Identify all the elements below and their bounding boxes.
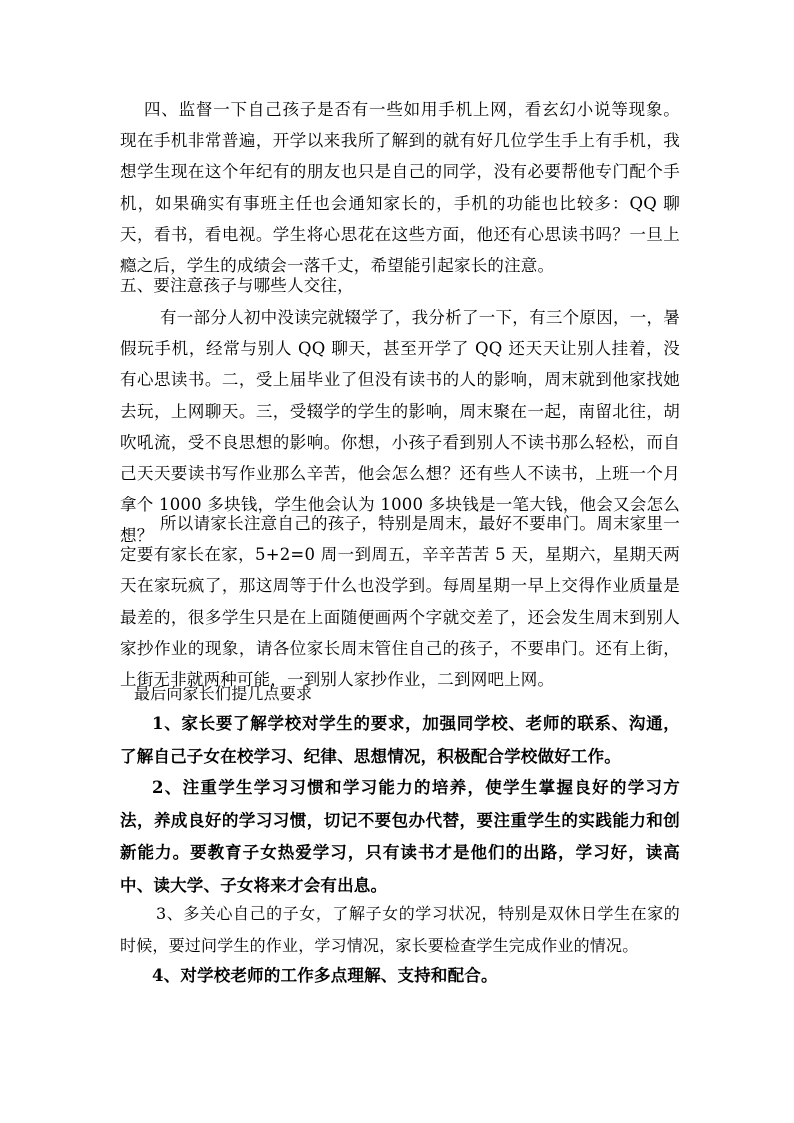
request-item-3: 3、多关心自己的子女，了解子女的学习状况，特别是双休日学生在家的时候，要过问学生的作业，学习情况，家长要检查学生完成作业的情况。 xyxy=(120,904,680,955)
heading-watch-friends: 五、要注意孩子与哪些人交往， xyxy=(120,276,354,295)
request-item-1: 1、家长要了解学校对学生的要求，加强同学校、老师的联系、沟通，了解自己子女在校学习、纪律、思想情况，积极配合学校做好工作。 xyxy=(120,714,680,766)
request-item-2: 2、注重学生学习习惯和学习能力的培养，使学生掌握良好的学习方法，养成良好的学习习惯，切记不要包办代替，要注重学生的实践能力和创新能力。要教育子女热爱学习，只有读书才是他们的出路，学习好，读高中、读大学、子女将来才会有出息。 xyxy=(120,778,680,895)
request-item-4: 4、对学校老师的工作多点理解、支持和配合。 xyxy=(152,966,498,985)
paragraph-weekend-advice: 所以请家长注意自己的孩子，特别是周末，最好不要串门。周末家里一定要有家长在家，5+2=0 周一到周五，辛辛苦苦 5 天，星期六，星期天两天在家玩疯了，那这周等于什么也没学到。每周星期一早上交得作业质量是最差的，很多学生只是在上面随便画两个字就交差了，还会发生周末到别人家抄作业的现象，请各位家长周末管住自己的孩子，不要串门。还有上街，上街无非就两种可能，一到别人家抄作业，二到网吧上网。 xyxy=(120,514,680,690)
paragraph-supervise-phone-use: 四、监督一下自己孩子是否有一些如用手机上网，看玄幻小说等现象。 现在手机非常普遍，开学以来我所了解到的就有好几位学生手上有手机，我想学生现在这个年纪有的朋友也只是自己的同学，没有必要帮他专门配个手机，如果确实有事班主任也会通知家长的，手机的功能也比较多：QQ 聊天，看书，看电视。学生将心思花在这些方面，他还有心思读书吗？一旦上瘾之后，学生的成绩会一落千丈，希望能引起家长的注意。 xyxy=(120,100,680,276)
heading-requests-to-parents: 最后向家长们提几点要求 xyxy=(134,684,313,703)
paragraph-dropout-reasons: 有一部分人初中没读完就辍学了，我分析了一下，有三个原因，一，暑假玩手机，经常与别人 QQ 聊天，甚至开学了 QQ 还天天让别人挂着，没有心思读书。二，受上届毕业了但没有读书的人的影响，周末就到他家找她去玩，上网聊天。三，受辍学的学生的影响，周末聚在一起，南留北往，胡吹吼流，受不良思想的影响。你想，小孩子看到别人不读书那么轻松，而自己天天要读书写作业那么辛苦，他会怎么想？还有些人不读书，上班一个月拿个 1000 多块钱，学生他会认为 1000 多块钱是一笔大钱，他会又会怎么想？ xyxy=(120,308,680,546)
